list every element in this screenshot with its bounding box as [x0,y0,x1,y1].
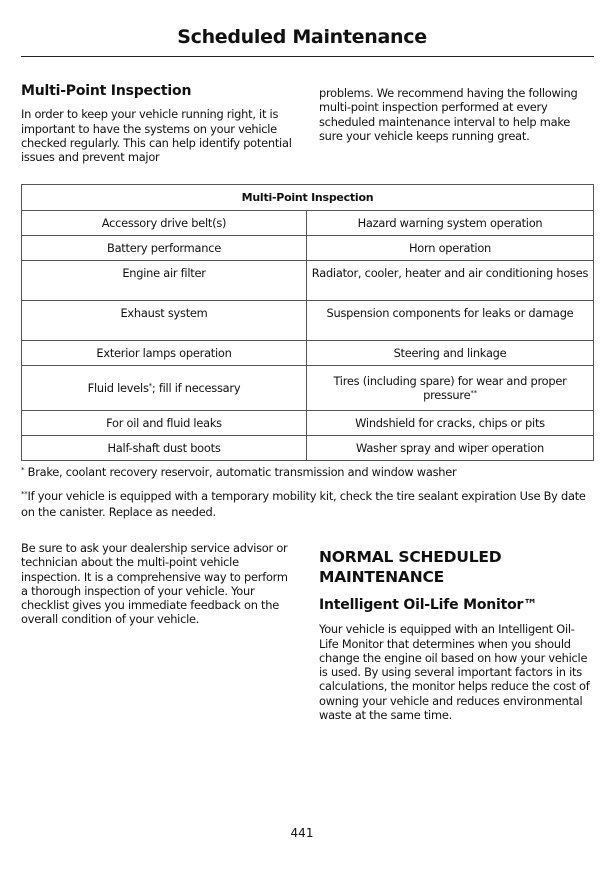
footnote-marker-double: ** [470,389,477,397]
mpi-right-column [319,86,594,143]
table-cell [307,366,594,411]
footnote-single-marker: * [21,466,25,474]
table-cell: Horn operation [307,236,594,261]
inspection-table [21,184,594,461]
table-row [22,341,594,366]
mpi-intro-left: In order to keep your vehicle running right, it is important to have the systems on your vehicle checked regularly. This can help identify potential issues and prevent major [21,107,292,165]
table-row [22,301,594,341]
table-cell: Exterior lamps operation [22,341,307,366]
table-cell [22,366,307,411]
mpi-left-column [21,84,296,164]
table-row [22,236,594,261]
page-title: Scheduled Maintenance [177,26,427,48]
table-row [22,211,594,236]
table-cell: Washer spray and wiper operation [307,436,594,461]
advisor-column [21,541,296,627]
oil-life-monitor-text: Your vehicle is equipped with an Intelligent Oil-Life Monitor that determines when you should change the engine oil based on how your vehicle is used. By using several important factors in its calculations, the monitor helps reduce the cost of owning your vehicle and reduces environmental waste at the same time. [319,622,590,723]
oil-life-monitor-heading: Intelligent Oil-Life Monitor™ [319,597,538,613]
inspection-table-header: Multi-Point Inspection [22,185,594,211]
table-cell: Windshield for cracks, chips or pits [307,411,594,436]
table-row [22,436,594,461]
table-row [22,366,594,411]
table-cell: Exhaust system [22,301,307,341]
table-cell: Engine air filter [22,261,307,301]
advisor-text: Be sure to ask your dealership service advisor or technician about the multi-point vehicle inspection. It is a comprehensive way to perform a thorough inspection of your vehicle. Your checklist gives you immediate feedback on the overall condition of your vehicle. [21,541,288,627]
fluid-levels-label: Fluid levels [87,381,149,395]
page-number: 441 [290,826,314,840]
table-row [22,261,594,301]
footnote-double [21,488,594,520]
table-cell: Suspension components for leaks or damage [307,301,594,341]
mpi-intro-right: problems. We recommend having the following multi-point inspection performed at every scheduled maintenance interval to help make sure your vehicle keeps running great. [319,86,578,143]
table-cell: Accessory drive belt(s) [22,211,307,236]
normal-maintenance-column [319,547,594,722]
table-cell: Hazard warning system operation [307,211,594,236]
footnote-marker-single: * [148,382,152,390]
footnote-single [21,464,594,480]
footnote-single-text: Brake, coolant recovery reservoir, automatic transmission and window washer [27,465,457,479]
table-cell: For oil and fluid leaks [22,411,307,436]
footnote-double-marker: ** [21,490,28,498]
table-cell: Steering and linkage [307,341,594,366]
table-cell: Battery performance [22,236,307,261]
table-cell: Half-shaft dust boots [22,436,307,461]
table-cell: Radiator, cooler, heater and air conditioning hoses [307,261,594,301]
mpi-heading: Multi-Point Inspection [21,83,192,99]
fluid-levels-suffix: ; fill if necessary [151,381,241,395]
normal-maintenance-heading: NORMAL SCHEDULED MAINTENANCE [319,548,502,586]
tires-label: Tires (including spare) for wear and proper pressure [333,374,567,402]
table-row [22,411,594,436]
header-divider [21,56,594,57]
footnote-double-text: If your vehicle is equipped with a temporary mobility kit, check the tire sealant expiration Use By date on the canister. Replace as needed. [21,489,586,519]
